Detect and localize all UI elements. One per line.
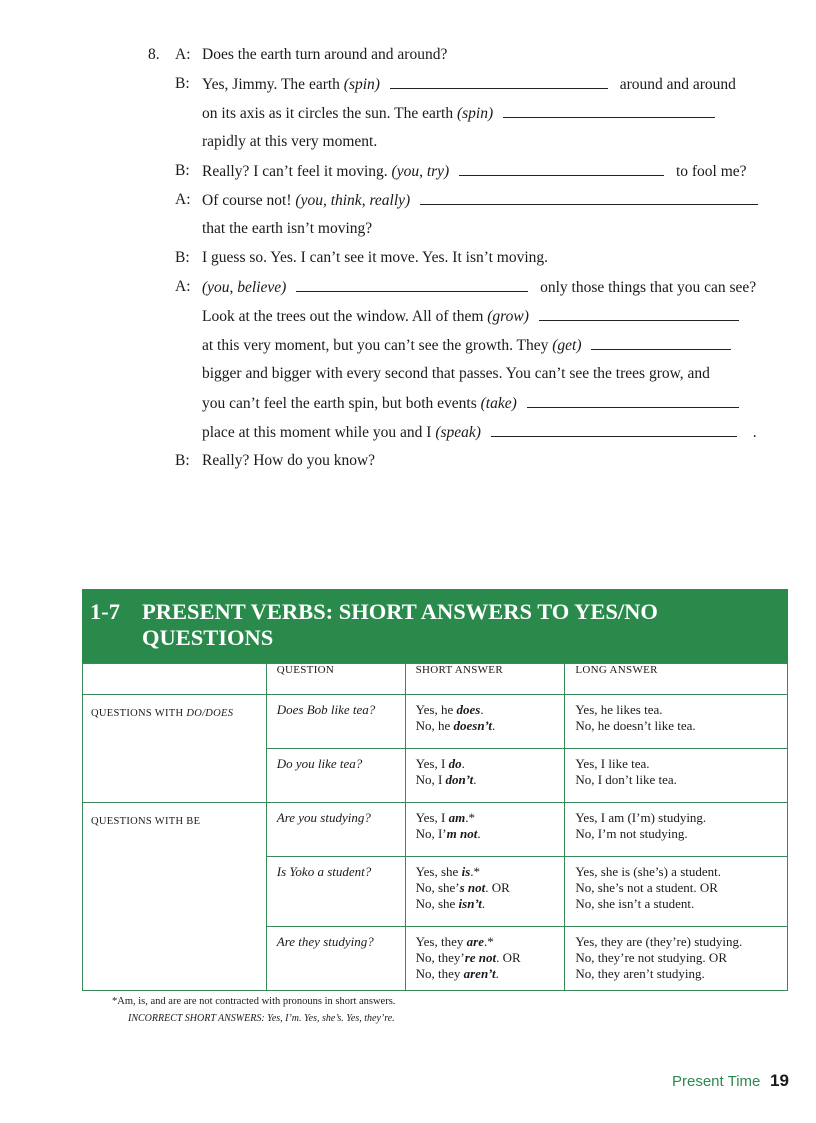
line-text: Yes, Jimmy. The earth xyxy=(202,76,340,93)
speaker-label: A: xyxy=(175,191,191,208)
line-text: to fool me? xyxy=(675,163,747,180)
line-text: bigger and bigger with every second that passes. You can’t see the trees grow, and xyxy=(202,365,710,382)
verb-cue: (spin) xyxy=(456,105,494,122)
long-answer-cell: Yes, she is (she’s) a student. No, she’s not a student. OR No, she isn’t a student. xyxy=(565,857,788,927)
section-footer: Present Time xyxy=(672,1073,761,1090)
row-group-label-do-does: QUESTIONS WITH DO/DOES xyxy=(83,695,267,803)
speaker-label: B: xyxy=(175,162,190,179)
speaker-label: B: xyxy=(175,452,190,469)
line-text: Look at the trees out the window. All of them xyxy=(202,308,484,325)
answer-blank[interactable] xyxy=(491,422,737,437)
line-text: on its axis as it circles the sun. The earth xyxy=(202,105,454,122)
line-text: around and around xyxy=(619,76,736,93)
line-text: only those things that you can see? xyxy=(540,279,757,296)
row-group-label-be: QUESTIONS WITH BE xyxy=(83,803,267,991)
long-answer-cell: Yes, they are (they’re) studying. No, they’re not studying. OR No, they aren’t studying. xyxy=(565,927,788,991)
long-answer-cell: Yes, I like tea. No, I don’t like tea. xyxy=(565,749,788,803)
line-text: Really? How do you know? xyxy=(202,452,376,469)
line-text: Does the earth turn around and around? xyxy=(202,46,448,63)
empty-header-cell xyxy=(83,664,267,695)
verb-cue: (you, try) xyxy=(391,163,450,180)
table-row xyxy=(83,695,788,749)
column-header-short-answer: SHORT ANSWER xyxy=(405,664,565,695)
speaker-label: B: xyxy=(175,75,190,92)
question-cell: Are they studying? xyxy=(266,927,405,991)
short-answer-cell: Yes, I do. No, I don’t. xyxy=(405,749,565,803)
line-text: . xyxy=(752,424,757,441)
line-text: I guess so. Yes. I can’t see it move. Yes. It isn’t moving. xyxy=(202,249,549,266)
long-answer-cell: Yes, he likes tea. No, he doesn’t like tea. xyxy=(565,695,788,749)
line-text: you can’t feel the earth spin, but both events xyxy=(202,395,477,412)
table-row xyxy=(83,803,788,857)
short-answer-cell: Yes, they are.* No, they’re not. OR No, they aren’t. xyxy=(405,927,565,991)
question-cell: Do you like tea? xyxy=(266,749,405,803)
verb-cue: (get) xyxy=(552,337,582,354)
column-header-long-answer: LONG ANSWER xyxy=(565,664,788,695)
verb-cue: (spin) xyxy=(343,76,380,93)
footnote: *Am, is, and are are not contracted with pronouns in short answers. xyxy=(112,996,396,1007)
incorrect-answers-note: INCORRECT SHORT ANSWERS: Yes, I’m. Yes, she’s. Yes, they’re. xyxy=(128,1013,395,1024)
question-cell: Are you studying? xyxy=(266,803,405,857)
table-header-row xyxy=(83,664,788,695)
answer-blank[interactable] xyxy=(539,306,739,321)
verb-cue: (you, think, really) xyxy=(295,192,411,209)
speaker-label: A: xyxy=(175,46,191,63)
line-text: Of course not! xyxy=(202,192,292,209)
chart-title: PRESENT VERBS: SHORT ANSWERS TO YES/NO QUESTIONS xyxy=(142,599,658,650)
question-cell: Does Bob like tea? xyxy=(266,695,405,749)
short-answer-cell: Yes, he does. No, he doesn’t. xyxy=(405,695,565,749)
speaker-label: A: xyxy=(175,278,191,295)
verb-cue: (take) xyxy=(480,395,517,412)
page-number: 19 xyxy=(770,1071,789,1090)
line-text: that the earth isn’t moving? xyxy=(202,220,373,237)
question-cell: Is Yoko a student? xyxy=(266,857,405,927)
line-text: at this very moment, but you can’t see the growth. They xyxy=(202,337,549,354)
answer-blank[interactable] xyxy=(390,74,608,89)
answer-blank[interactable] xyxy=(503,103,715,118)
exercise-number: 8. xyxy=(148,46,160,63)
short-answer-cell: Yes, she is.* No, she’s not. OR No, she isn’t. xyxy=(405,857,565,927)
chart-number: 1-7 xyxy=(90,599,120,624)
answer-blank[interactable] xyxy=(591,335,731,350)
long-answer-cell: Yes, I am (I’m) studying. No, I’m not studying. xyxy=(565,803,788,857)
verb-cue: (you, believe) xyxy=(202,279,287,296)
grammar-table xyxy=(82,663,788,991)
chart-header xyxy=(82,589,788,663)
verb-cue: (speak) xyxy=(435,424,481,441)
column-header-question: QUESTION xyxy=(266,664,405,695)
answer-blank[interactable] xyxy=(459,161,664,176)
answer-blank[interactable] xyxy=(296,277,528,292)
verb-cue: (grow) xyxy=(487,308,529,325)
speaker-label: B: xyxy=(175,249,190,266)
answer-blank[interactable] xyxy=(420,190,758,205)
line-text: Really? I can’t feel it moving. xyxy=(202,163,388,180)
line-text: rapidly at this very moment. xyxy=(202,133,378,150)
answer-blank[interactable] xyxy=(527,393,739,408)
line-text: place at this moment while you and I xyxy=(202,424,432,441)
short-answer-cell: Yes, I am.* No, I’m not. xyxy=(405,803,565,857)
